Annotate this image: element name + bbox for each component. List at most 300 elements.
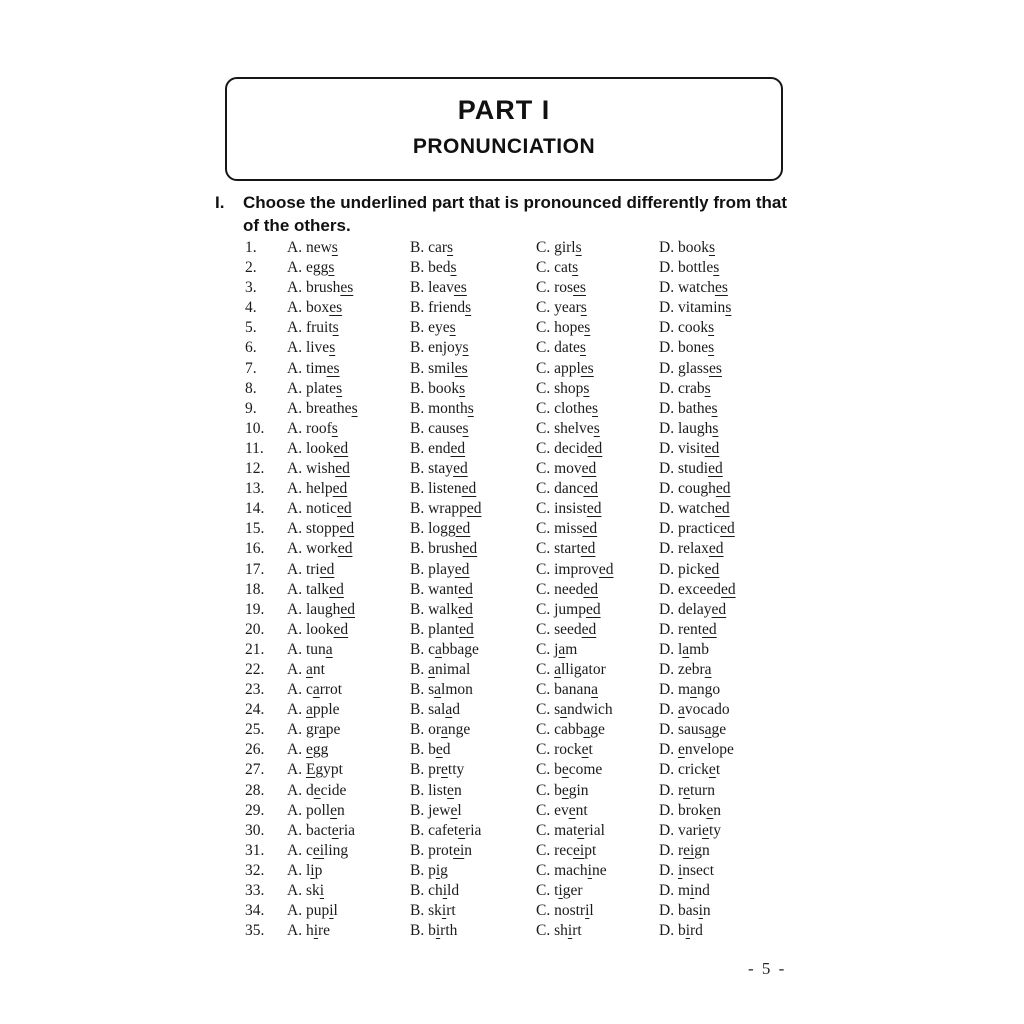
- underlined-part: ed: [462, 540, 478, 558]
- question-row: [245, 479, 736, 499]
- question-number: 18.: [245, 580, 265, 598]
- underlined-part: e: [330, 801, 337, 819]
- underlined-part: i: [567, 922, 573, 940]
- option-d: D. basin: [659, 902, 711, 920]
- underlined-part: a: [704, 660, 712, 678]
- underlined-part: ed: [581, 620, 597, 638]
- option-b: B. protein: [410, 841, 472, 859]
- option-d: D. watched: [659, 500, 730, 518]
- option-a: A. brushes: [287, 279, 354, 297]
- underlined-part: a: [591, 681, 598, 699]
- underlined-part: a: [677, 701, 685, 719]
- option-d: D. relaxed: [659, 540, 724, 558]
- option-b: B. logged: [410, 520, 471, 538]
- option-b: B. salmon: [410, 681, 473, 699]
- option-d: D. lamb: [659, 640, 709, 658]
- question-row: [245, 881, 736, 901]
- option-b: B. cabbage: [410, 640, 479, 658]
- option-a: A. pupil: [287, 902, 338, 920]
- underlined-part: a: [682, 640, 690, 658]
- question-number: 13.: [245, 480, 265, 498]
- option-c: C. seeded: [536, 620, 597, 638]
- option-b: B. skirt: [410, 902, 456, 920]
- underlined-part: ed: [582, 520, 598, 538]
- question-row: [245, 660, 736, 680]
- underlined-part: ed: [714, 500, 730, 518]
- option-c: C. apples: [536, 359, 594, 377]
- underlined-part: ed: [587, 439, 603, 457]
- question-row: [245, 560, 736, 580]
- question-number: 7.: [245, 359, 257, 377]
- option-b: B. pretty: [410, 761, 465, 779]
- underlined-part: e: [441, 761, 448, 779]
- question-row: [245, 318, 736, 338]
- option-d: D. return: [659, 781, 715, 799]
- option-c: C. cats: [536, 259, 579, 277]
- underlined-part: a: [312, 681, 320, 699]
- option-b: B. animal: [410, 660, 471, 678]
- option-a: A. wished: [287, 460, 350, 478]
- underlined-part: ed: [329, 580, 344, 598]
- option-a: A. tuna: [287, 640, 333, 658]
- underlined-part: i: [319, 882, 325, 899]
- option-d: D. reign: [659, 841, 710, 859]
- question-number: 4.: [245, 299, 257, 317]
- option-d: D. broken: [659, 801, 721, 819]
- option-c: C. decided: [536, 439, 603, 457]
- underlined-part: s: [351, 399, 358, 417]
- question-number: 25.: [245, 721, 265, 739]
- option-d: D. exceeded: [659, 580, 736, 598]
- option-a: A. pollen: [287, 801, 345, 819]
- question-row: [245, 921, 736, 941]
- option-d: D. cooks: [659, 319, 715, 337]
- option-d: D. laughs: [659, 419, 719, 437]
- question-number: 15.: [245, 520, 265, 538]
- question-number: 35.: [245, 922, 265, 940]
- underlined-part: s: [332, 319, 339, 337]
- option-a: A. lives: [287, 339, 336, 357]
- option-d: D. glasses: [659, 359, 722, 377]
- underlined-part: e: [561, 781, 569, 799]
- option-c: C. alligator: [536, 660, 606, 678]
- option-a: A. plates: [287, 379, 343, 397]
- option-c: C. improved: [536, 560, 614, 578]
- option-b: B. beds: [410, 259, 457, 277]
- underlined-part: es: [714, 279, 728, 297]
- underlined-part: ei: [312, 841, 325, 859]
- question-row: [245, 499, 736, 519]
- underlined-part: es: [340, 279, 354, 297]
- underlined-part: ed: [336, 500, 352, 518]
- question-number: 21.: [245, 640, 265, 658]
- question-number: 19.: [245, 600, 265, 618]
- question-row: [245, 519, 736, 539]
- underlined-part: e: [313, 781, 321, 799]
- option-b: B. listen: [410, 781, 462, 799]
- question-row: [245, 620, 736, 640]
- question-row: [245, 740, 736, 760]
- underlined-part: e: [458, 821, 466, 839]
- option-d: D. bones: [659, 339, 715, 357]
- underlined-part: ed: [453, 460, 468, 478]
- option-c: C. cabbage: [536, 721, 605, 739]
- question-number: 12.: [245, 460, 265, 478]
- question-row: [245, 760, 736, 780]
- option-c: C. sandwich: [536, 701, 613, 719]
- question-number: 32.: [245, 861, 265, 879]
- underlined-part: s: [584, 319, 591, 337]
- underlined-part: s: [704, 379, 711, 397]
- option-c: C. needed: [536, 580, 598, 598]
- option-a: A. ski: [287, 882, 325, 899]
- option-d: D. delayed: [659, 600, 727, 618]
- option-d: D. bottles: [659, 259, 720, 277]
- question-row: [245, 821, 736, 841]
- option-d: D. bathes: [659, 399, 718, 417]
- underlined-part: ed: [339, 520, 355, 538]
- option-c: C. shirt: [536, 922, 582, 940]
- underlined-part: s: [708, 239, 715, 256]
- question-number: 34.: [245, 902, 265, 920]
- underlined-part: i: [310, 861, 315, 879]
- underlined-part: ed: [335, 460, 350, 478]
- option-d: D. variety: [659, 821, 721, 839]
- underlined-part: a: [434, 640, 442, 658]
- option-a: A. Egypt: [287, 761, 343, 779]
- underlined-part: ed: [711, 600, 727, 618]
- underlined-part: e: [568, 801, 576, 819]
- underlined-part: i: [435, 861, 441, 879]
- underlined-part: s: [591, 399, 599, 417]
- option-d: D. insect: [659, 861, 715, 879]
- underlined-part: i: [698, 902, 703, 920]
- underlined-part: ed: [598, 560, 614, 578]
- option-d: D. studied: [659, 460, 723, 478]
- question-row: [245, 720, 736, 740]
- option-a: A. looked: [287, 620, 349, 638]
- underlined-part: ed: [458, 600, 473, 618]
- instruction-numeral: I.: [215, 193, 225, 212]
- option-b: B. birth: [410, 922, 458, 940]
- underlined-part: ed: [333, 439, 349, 457]
- underlined-part: s: [583, 379, 590, 397]
- option-b: B. brushed: [410, 540, 478, 558]
- underlined-part: e: [702, 821, 709, 839]
- option-a: A. breathes: [287, 399, 358, 417]
- question-list: [245, 238, 736, 941]
- option-b: B. months: [410, 399, 474, 417]
- question-row: [245, 841, 736, 861]
- option-d: D. practiced: [659, 520, 735, 538]
- option-c: C. machine: [536, 861, 607, 879]
- option-b: B. wanted: [410, 580, 473, 598]
- option-b: B. pig: [410, 861, 448, 879]
- underlined-part: i: [442, 882, 448, 899]
- option-c: C. receipt: [536, 841, 597, 859]
- instruction: [215, 191, 793, 237]
- question-number: 31.: [245, 841, 265, 859]
- question-number: 28.: [245, 781, 265, 799]
- question-row: [245, 278, 736, 298]
- underlined-part: ed: [340, 600, 356, 618]
- underlined-part: a: [441, 721, 448, 739]
- option-a: A. roofs: [287, 419, 338, 437]
- option-b: B. causes: [410, 419, 469, 437]
- underlined-part: s: [572, 259, 579, 277]
- underlined-part: ed: [704, 439, 720, 457]
- underlined-part: a: [325, 640, 333, 658]
- underlined-part: ei: [683, 841, 695, 859]
- underlined-part: ed: [459, 620, 474, 638]
- option-a: A. decide: [287, 781, 347, 799]
- option-b: B. listened: [410, 480, 477, 498]
- underlined-part: s: [465, 299, 472, 317]
- question-number: 10.: [245, 419, 265, 437]
- underlined-part: ed: [702, 620, 717, 638]
- underlined-part: e: [581, 741, 589, 759]
- question-number: 27.: [245, 761, 265, 779]
- question-number: 9.: [245, 399, 257, 417]
- question-row: [245, 258, 736, 278]
- question-number: 33.: [245, 882, 265, 899]
- question-row: [245, 901, 736, 921]
- part-subtitle: PRONUNCIATION: [412, 135, 596, 158]
- option-a: A. bacteria: [287, 821, 356, 839]
- question-row: [245, 439, 736, 459]
- underlined-part: e: [435, 741, 443, 759]
- underlined-part: a: [428, 660, 435, 678]
- question-number: 24.: [245, 701, 265, 719]
- underlined-part: a: [445, 701, 453, 719]
- option-a: A. hire: [287, 922, 331, 940]
- option-d: D. bird: [659, 922, 703, 940]
- underlined-part: ed: [319, 560, 335, 578]
- underlined-part: a: [305, 701, 313, 719]
- question-row: [245, 459, 736, 479]
- question-number: 2.: [245, 259, 257, 277]
- option-b: B. planted: [410, 620, 474, 638]
- option-b: B. books: [410, 379, 466, 397]
- question-row: [245, 781, 736, 801]
- underlined-part: a: [690, 681, 697, 699]
- underlined-part: ed: [586, 500, 602, 518]
- question-row: [245, 801, 736, 821]
- question-number: 22.: [245, 660, 265, 678]
- question-row: [245, 680, 736, 700]
- underlined-part: s: [467, 399, 474, 417]
- option-b: B. orange: [410, 721, 471, 739]
- underlined-part: ed: [720, 520, 735, 538]
- question-number: 26.: [245, 741, 265, 759]
- question-number: 14.: [245, 500, 265, 518]
- underlined-part: E: [305, 761, 316, 779]
- underlined-part: ed: [332, 480, 348, 498]
- underlined-part: e: [677, 741, 685, 759]
- underlined-part: s: [459, 379, 466, 397]
- underlined-part: a: [554, 660, 561, 678]
- option-c: C. clothes: [536, 399, 599, 417]
- question-number: 6.: [245, 339, 257, 357]
- underlined-part: ed: [454, 560, 470, 578]
- option-c: C. nostril: [536, 902, 594, 920]
- option-d: D. vitamins: [659, 299, 732, 317]
- option-b: B. jewel: [410, 801, 462, 819]
- option-a: A. eggs: [287, 259, 335, 277]
- underlined-part: e: [331, 821, 339, 839]
- option-c: C. roses: [536, 279, 586, 297]
- question-row: [245, 298, 736, 318]
- underlined-part: s: [579, 339, 586, 357]
- question-number: 8.: [245, 379, 257, 397]
- option-d: D. coughed: [659, 480, 731, 498]
- option-a: A. looked: [287, 439, 349, 457]
- question-number: 5.: [245, 319, 257, 337]
- underlined-part: ed: [458, 580, 473, 598]
- underlined-part: s: [447, 239, 454, 256]
- option-d: D. zebra: [659, 660, 712, 678]
- option-b: B. walked: [410, 600, 473, 618]
- underlined-part: s: [450, 259, 457, 277]
- underlined-part: s: [713, 259, 720, 277]
- question-row: [245, 338, 736, 358]
- underlined-part: a: [558, 640, 566, 658]
- underlined-part: s: [711, 399, 718, 417]
- option-b: B. wrapped: [410, 500, 482, 518]
- option-a: A. worked: [287, 540, 353, 558]
- option-a: A. noticed: [287, 500, 352, 518]
- option-d: D. picked: [659, 560, 720, 578]
- option-c: C. material: [536, 821, 605, 839]
- option-d: D. rented: [659, 620, 717, 638]
- option-d: D. crabs: [659, 379, 711, 397]
- option-c: C. tiger: [536, 882, 583, 899]
- underlined-part: s: [462, 419, 469, 437]
- option-b: B. salad: [410, 701, 460, 719]
- question-number: 30.: [245, 821, 265, 839]
- option-c: C. jumped: [536, 600, 601, 618]
- option-b: B. cars: [410, 239, 454, 256]
- question-row: [245, 379, 736, 399]
- underlined-part: ed: [581, 460, 597, 478]
- underlined-part: ed: [585, 600, 601, 618]
- title-box: [225, 77, 783, 181]
- option-b: B. enjoys: [410, 339, 469, 357]
- option-b: B. child: [410, 882, 460, 899]
- option-b: B. ended: [410, 439, 466, 457]
- question-number: 23.: [245, 681, 265, 699]
- option-a: A. lip: [287, 861, 323, 879]
- option-a: A. ant: [287, 660, 325, 678]
- underlined-part: i: [585, 902, 590, 920]
- option-c: C. dates: [536, 339, 586, 357]
- option-b: B. played: [410, 560, 470, 578]
- underlined-part: s: [336, 379, 343, 397]
- question-number: 1.: [245, 239, 257, 256]
- underlined-part: ed: [583, 580, 598, 598]
- underlined-part: es: [708, 359, 722, 377]
- underlined-part: ed: [704, 560, 720, 578]
- underlined-part: e: [708, 761, 716, 779]
- underlined-part: a: [434, 681, 442, 699]
- question-row: [245, 539, 736, 559]
- question-row: [245, 640, 736, 660]
- underlined-part: e: [450, 801, 458, 819]
- underlined-part: ed: [461, 480, 477, 498]
- underlined-part: ed: [708, 540, 724, 558]
- option-c: C. rocket: [536, 741, 593, 759]
- underlined-part: ed: [715, 480, 731, 498]
- underlined-part: i: [685, 922, 691, 940]
- option-b: B. eyes: [410, 319, 456, 337]
- option-d: D. mind: [659, 882, 710, 899]
- underlined-part: s: [329, 339, 336, 357]
- underlined-part: a: [560, 701, 568, 719]
- underlined-part: ei: [573, 841, 585, 859]
- option-a: A. helped: [287, 480, 348, 498]
- option-b: B. cafeteria: [410, 821, 482, 839]
- option-a: A. boxes: [287, 299, 343, 317]
- option-d: D. sausage: [659, 721, 727, 739]
- question-number: 20.: [245, 620, 265, 638]
- underlined-part: e: [447, 781, 454, 799]
- option-a: A. grape: [287, 721, 341, 739]
- underlined-part: a: [305, 660, 313, 678]
- option-d: D. mango: [659, 681, 721, 699]
- underlined-part: es: [453, 279, 467, 297]
- underlined-part: a: [704, 721, 712, 739]
- option-a: A. apple: [287, 701, 340, 719]
- underlined-part: es: [573, 279, 586, 297]
- option-b: B. bed: [410, 741, 451, 759]
- underlined-part: es: [580, 359, 594, 377]
- underlined-part: e: [683, 781, 690, 799]
- instruction-text: Choose the underlined part that is pronounced differently from that of the others.: [243, 193, 788, 235]
- underlined-part: s: [575, 239, 582, 256]
- question-number: 11.: [245, 439, 264, 457]
- underlined-part: i: [313, 922, 319, 940]
- option-c: C. banana: [536, 681, 598, 699]
- underlined-part: es: [329, 299, 343, 317]
- underlined-part: es: [326, 359, 340, 377]
- underlined-part: e: [561, 761, 569, 779]
- underlined-part: ed: [466, 500, 482, 518]
- underlined-part: e: [305, 741, 313, 759]
- option-a: A. ceiling: [287, 841, 349, 859]
- option-c: C. shelves: [536, 419, 600, 437]
- underlined-part: ed: [720, 580, 736, 598]
- question-row: [245, 419, 736, 439]
- underlined-part: a: [318, 721, 326, 739]
- option-d: D. envelope: [659, 741, 734, 759]
- option-c: C. girls: [536, 239, 582, 256]
- underlined-part: s: [331, 419, 338, 437]
- underlined-part: ed: [583, 480, 598, 498]
- underlined-part: e: [706, 801, 714, 819]
- option-c: C. years: [536, 299, 587, 317]
- question-number: 17.: [245, 560, 265, 578]
- part-title: PART I: [457, 95, 551, 125]
- question-number: 16.: [245, 540, 265, 558]
- underlined-part: s: [328, 259, 335, 277]
- underlined-part: i: [677, 861, 683, 879]
- question-number: 3.: [245, 279, 257, 297]
- option-c: C. started: [536, 540, 596, 558]
- underlined-part: ed: [580, 540, 596, 558]
- underlined-part: ed: [455, 520, 471, 538]
- underlined-part: i: [441, 902, 447, 920]
- option-b: B. leaves: [410, 279, 467, 297]
